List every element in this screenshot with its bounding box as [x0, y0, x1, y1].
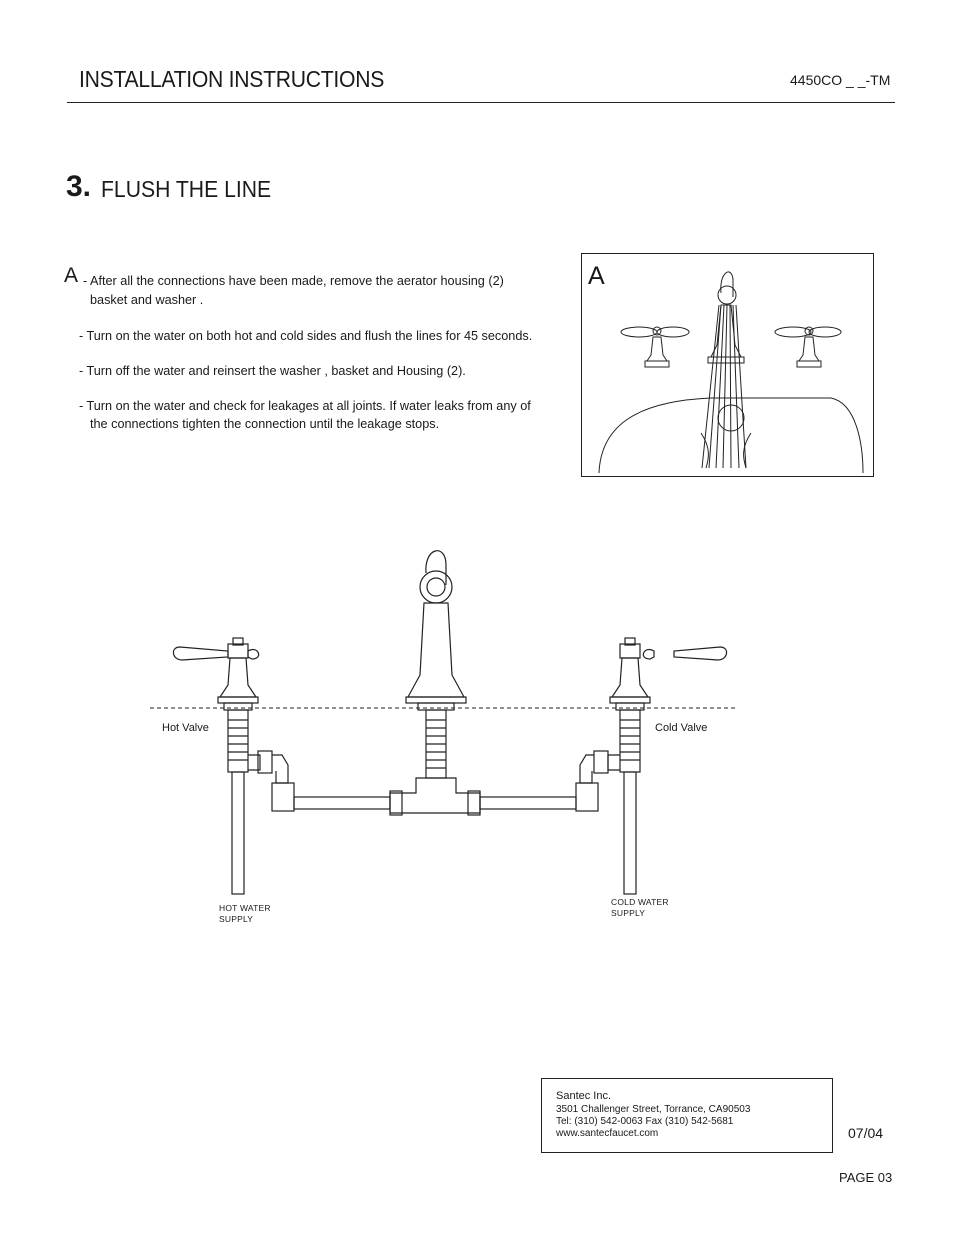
revision-date: 07/04	[848, 1125, 884, 1141]
instruction-line-1: - After all the connections have been made, remove the aerator housing (2)	[83, 273, 504, 288]
faucet-installation-diagram	[140, 535, 760, 905]
cold-valve-label: Cold Valve	[655, 722, 708, 734]
model-number: 4450CO _ _-TM	[790, 72, 891, 88]
hot-water-supply-label: HOT WATER SUPPLY	[219, 903, 271, 924]
step-title: FLUSH THE LINE	[101, 176, 272, 202]
cold-water-supply-label: COLD WATER SUPPLY	[611, 897, 669, 918]
instruction-line-2: basket and washer .	[90, 292, 204, 307]
company-name: Santec Inc.	[556, 1090, 612, 1102]
page-number: PAGE 03	[839, 1170, 893, 1185]
instruction-line-4: - Turn off the water and reinsert the washer , basket and Housing (2).	[79, 363, 466, 378]
header-rule	[67, 102, 895, 103]
step-number: 3.	[66, 170, 92, 203]
company-website: www.santecfaucet.com	[556, 1128, 659, 1139]
step-letter: A	[64, 264, 79, 287]
figure-a-letter: A	[588, 262, 605, 290]
faucet-flushing-illustration	[581, 253, 874, 477]
company-phone: Tel: (310) 542-0063 Fax (310) 542-5681	[556, 1116, 734, 1127]
instruction-line-5: - Turn on the water and check for leakages at all joints. If water leaks from any of	[79, 398, 531, 413]
company-address: 3501 Challenger Street, Torrance, CA90503	[556, 1104, 751, 1115]
hot-valve-label: Hot Valve	[162, 722, 209, 734]
instruction-line-3: - Turn on the water on both hot and cold sides and flush the lines for 45 seconds.	[79, 328, 533, 343]
document-title: INSTALLATION INSTRUCTIONS	[79, 66, 385, 92]
instruction-line-6: the connections tighten the connection until the leakage stops.	[90, 416, 440, 431]
